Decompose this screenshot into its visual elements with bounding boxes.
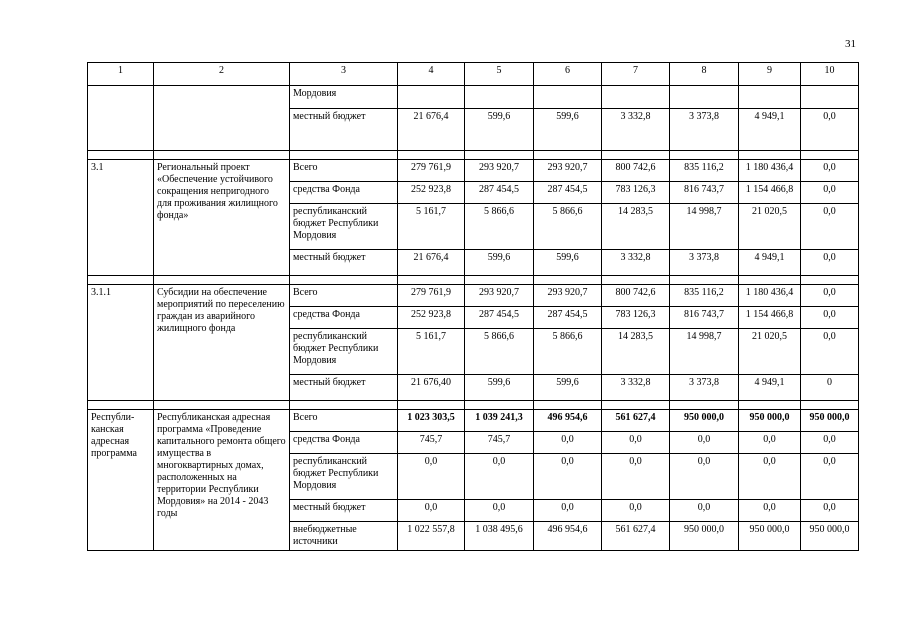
- value-cell: 0,0: [398, 500, 465, 522]
- section-gap: [88, 151, 859, 160]
- value-cell: 0,0: [801, 250, 859, 276]
- value-cell: 0,0: [534, 454, 602, 500]
- section-code: Республи-канская адресная программа: [88, 410, 154, 551]
- source-cell: республиканский бюджет Республики Мордовия: [290, 454, 398, 500]
- source-cell: Мордовия: [290, 86, 398, 109]
- value-cell: 950 000,0: [801, 522, 859, 551]
- header-row: [88, 63, 859, 86]
- value-cell: 1 180 436,4: [739, 285, 801, 307]
- value-cell: 1 154 466,8: [739, 182, 801, 204]
- value-cell: 293 920,7: [465, 160, 534, 182]
- header-cell: 4: [398, 63, 465, 86]
- value-cell: 950 000,0: [670, 522, 739, 551]
- header-cell: 3: [290, 63, 398, 86]
- value-cell: 783 126,3: [602, 307, 670, 329]
- table-row: [88, 160, 859, 182]
- value-cell: 0,0: [398, 454, 465, 500]
- value-cell: 599,6: [465, 109, 534, 151]
- value-cell: 745,7: [465, 432, 534, 454]
- section-code: 3.1: [88, 160, 154, 276]
- source-cell: местный бюджет: [290, 109, 398, 151]
- source-cell: Всего: [290, 285, 398, 307]
- section-title: Республиканская адресная программа «Проведение капитального ремонта общего имущества в многоквартирных домах, расположенных на территории Республики Мордовия» на 2014 - 2043 годы: [154, 410, 290, 551]
- value-cell: 252 923,8: [398, 182, 465, 204]
- value-cell: 0,0: [534, 432, 602, 454]
- value-cell: 0: [801, 375, 859, 401]
- value-cell: 0,0: [534, 500, 602, 522]
- value-cell: 835 116,2: [670, 285, 739, 307]
- value-cell: 1 023 303,5: [398, 410, 465, 432]
- section-gap: [88, 401, 859, 410]
- value-cell: 14 283,5: [602, 329, 670, 375]
- page-number: 31: [845, 38, 856, 50]
- value-cell: 3 373,8: [670, 375, 739, 401]
- value-cell: 287 454,5: [465, 182, 534, 204]
- value-cell: 3 373,8: [670, 250, 739, 276]
- value-cell: 293 920,7: [534, 160, 602, 182]
- budget-table: [87, 62, 859, 551]
- value-cell: 599,6: [534, 375, 602, 401]
- value-cell: 816 743,7: [670, 182, 739, 204]
- value-cell: 1 039 241,3: [465, 410, 534, 432]
- value-cell: 14 998,7: [670, 329, 739, 375]
- value-cell: 5 866,6: [465, 204, 534, 250]
- value-cell: 0,0: [670, 454, 739, 500]
- header-cell: 10: [801, 63, 859, 86]
- value-cell: 0,0: [801, 109, 859, 151]
- value-cell: 0,0: [465, 500, 534, 522]
- value-cell: 561 627,4: [602, 522, 670, 551]
- source-cell: республиканский бюджет Республики Мордовия: [290, 329, 398, 375]
- value-cell: 287 454,5: [534, 182, 602, 204]
- source-cell: местный бюджет: [290, 250, 398, 276]
- value-cell: 0,0: [801, 454, 859, 500]
- source-cell: средства Фонда: [290, 432, 398, 454]
- value-cell: 0,0: [801, 307, 859, 329]
- value-cell: 21 020,5: [739, 329, 801, 375]
- value-cell: 279 761,9: [398, 160, 465, 182]
- table-body: [88, 63, 859, 551]
- value-cell: 21 020,5: [739, 204, 801, 250]
- value-cell: 783 126,3: [602, 182, 670, 204]
- table-row: [88, 410, 859, 432]
- value-cell: 21 676,40: [398, 375, 465, 401]
- value-cell: 0,0: [602, 500, 670, 522]
- header-cell: 2: [154, 63, 290, 86]
- source-cell: Всего: [290, 160, 398, 182]
- value-cell: 0,0: [801, 204, 859, 250]
- value-cell: 5 866,6: [465, 329, 534, 375]
- source-cell: местный бюджет: [290, 500, 398, 522]
- value-cell: 3 332,8: [602, 375, 670, 401]
- value-cell: 0,0: [739, 432, 801, 454]
- value-cell: 1 154 466,8: [739, 307, 801, 329]
- continuation-row: [88, 86, 859, 109]
- value-cell: 14 283,5: [602, 204, 670, 250]
- value-cell: 4 949,1: [739, 109, 801, 151]
- value-cell: 5 866,6: [534, 329, 602, 375]
- header-cell: 8: [670, 63, 739, 86]
- value-cell: 1 180 436,4: [739, 160, 801, 182]
- header-cell: 5: [465, 63, 534, 86]
- value-cell: 561 627,4: [602, 410, 670, 432]
- value-cell: 252 923,8: [398, 307, 465, 329]
- header-cell: 7: [602, 63, 670, 86]
- value-cell: 21 676,4: [398, 250, 465, 276]
- value-cell: 3 332,8: [602, 109, 670, 151]
- value-cell: 0,0: [739, 454, 801, 500]
- value-cell: 0,0: [801, 160, 859, 182]
- value-cell: 599,6: [534, 250, 602, 276]
- value-cell: 4 949,1: [739, 375, 801, 401]
- value-cell: 835 116,2: [670, 160, 739, 182]
- value-cell: 4 949,1: [739, 250, 801, 276]
- value-cell: 287 454,5: [534, 307, 602, 329]
- value-cell: 800 742,6: [602, 285, 670, 307]
- value-cell: 950 000,0: [739, 522, 801, 551]
- value-cell: 599,6: [534, 109, 602, 151]
- source-cell: внебюджетные источники: [290, 522, 398, 551]
- source-cell: Всего: [290, 410, 398, 432]
- section-gap: [88, 276, 859, 285]
- value-cell: 0,0: [602, 454, 670, 500]
- value-cell: 0,0: [602, 432, 670, 454]
- value-cell: 599,6: [465, 375, 534, 401]
- section-title: Субсидии на обеспечение мероприятий по переселению граждан из аварийного жилищного фонда: [154, 285, 290, 401]
- value-cell: 279 761,9: [398, 285, 465, 307]
- value-cell: 0,0: [739, 500, 801, 522]
- value-cell: 0,0: [670, 500, 739, 522]
- value-cell: 950 000,0: [739, 410, 801, 432]
- header-cell: 9: [739, 63, 801, 86]
- value-cell: 950 000,0: [670, 410, 739, 432]
- value-cell: 14 998,7: [670, 204, 739, 250]
- value-cell: 0,0: [801, 182, 859, 204]
- value-cell: 0,0: [801, 285, 859, 307]
- value-cell: 800 742,6: [602, 160, 670, 182]
- section-title: Региональный проект «Обеспечение устойчивого сокращения непригодного для проживания жилищного фонда»: [154, 160, 290, 276]
- value-cell: 293 920,7: [465, 285, 534, 307]
- value-cell: 0,0: [801, 329, 859, 375]
- value-cell: 5 161,7: [398, 204, 465, 250]
- value-cell: 0,0: [801, 500, 859, 522]
- value-cell: 745,7: [398, 432, 465, 454]
- value-cell: 287 454,5: [465, 307, 534, 329]
- table-row: [88, 285, 859, 307]
- value-cell: 3 373,8: [670, 109, 739, 151]
- header-cell: 1: [88, 63, 154, 86]
- value-cell: 21 676,4: [398, 109, 465, 151]
- section-code: 3.1.1: [88, 285, 154, 401]
- value-cell: 3 332,8: [602, 250, 670, 276]
- source-cell: местный бюджет: [290, 375, 398, 401]
- value-cell: 0,0: [465, 454, 534, 500]
- value-cell: 1 022 557,8: [398, 522, 465, 551]
- source-cell: республиканский бюджет Республики Мордовия: [290, 204, 398, 250]
- value-cell: 1 038 495,6: [465, 522, 534, 551]
- code-cell: [88, 86, 154, 151]
- value-cell: 0,0: [670, 432, 739, 454]
- value-cell: 496 954,6: [534, 410, 602, 432]
- value-cell: 950 000,0: [801, 410, 859, 432]
- source-cell: средства Фонда: [290, 307, 398, 329]
- value-cell: 0,0: [801, 432, 859, 454]
- value-cell: 5 161,7: [398, 329, 465, 375]
- value-cell: 5 866,6: [534, 204, 602, 250]
- header-cell: 6: [534, 63, 602, 86]
- value-cell: 816 743,7: [670, 307, 739, 329]
- title-cell: [154, 86, 290, 151]
- value-cell: 599,6: [465, 250, 534, 276]
- value-cell: 496 954,6: [534, 522, 602, 551]
- value-cell: 293 920,7: [534, 285, 602, 307]
- source-cell: средства Фонда: [290, 182, 398, 204]
